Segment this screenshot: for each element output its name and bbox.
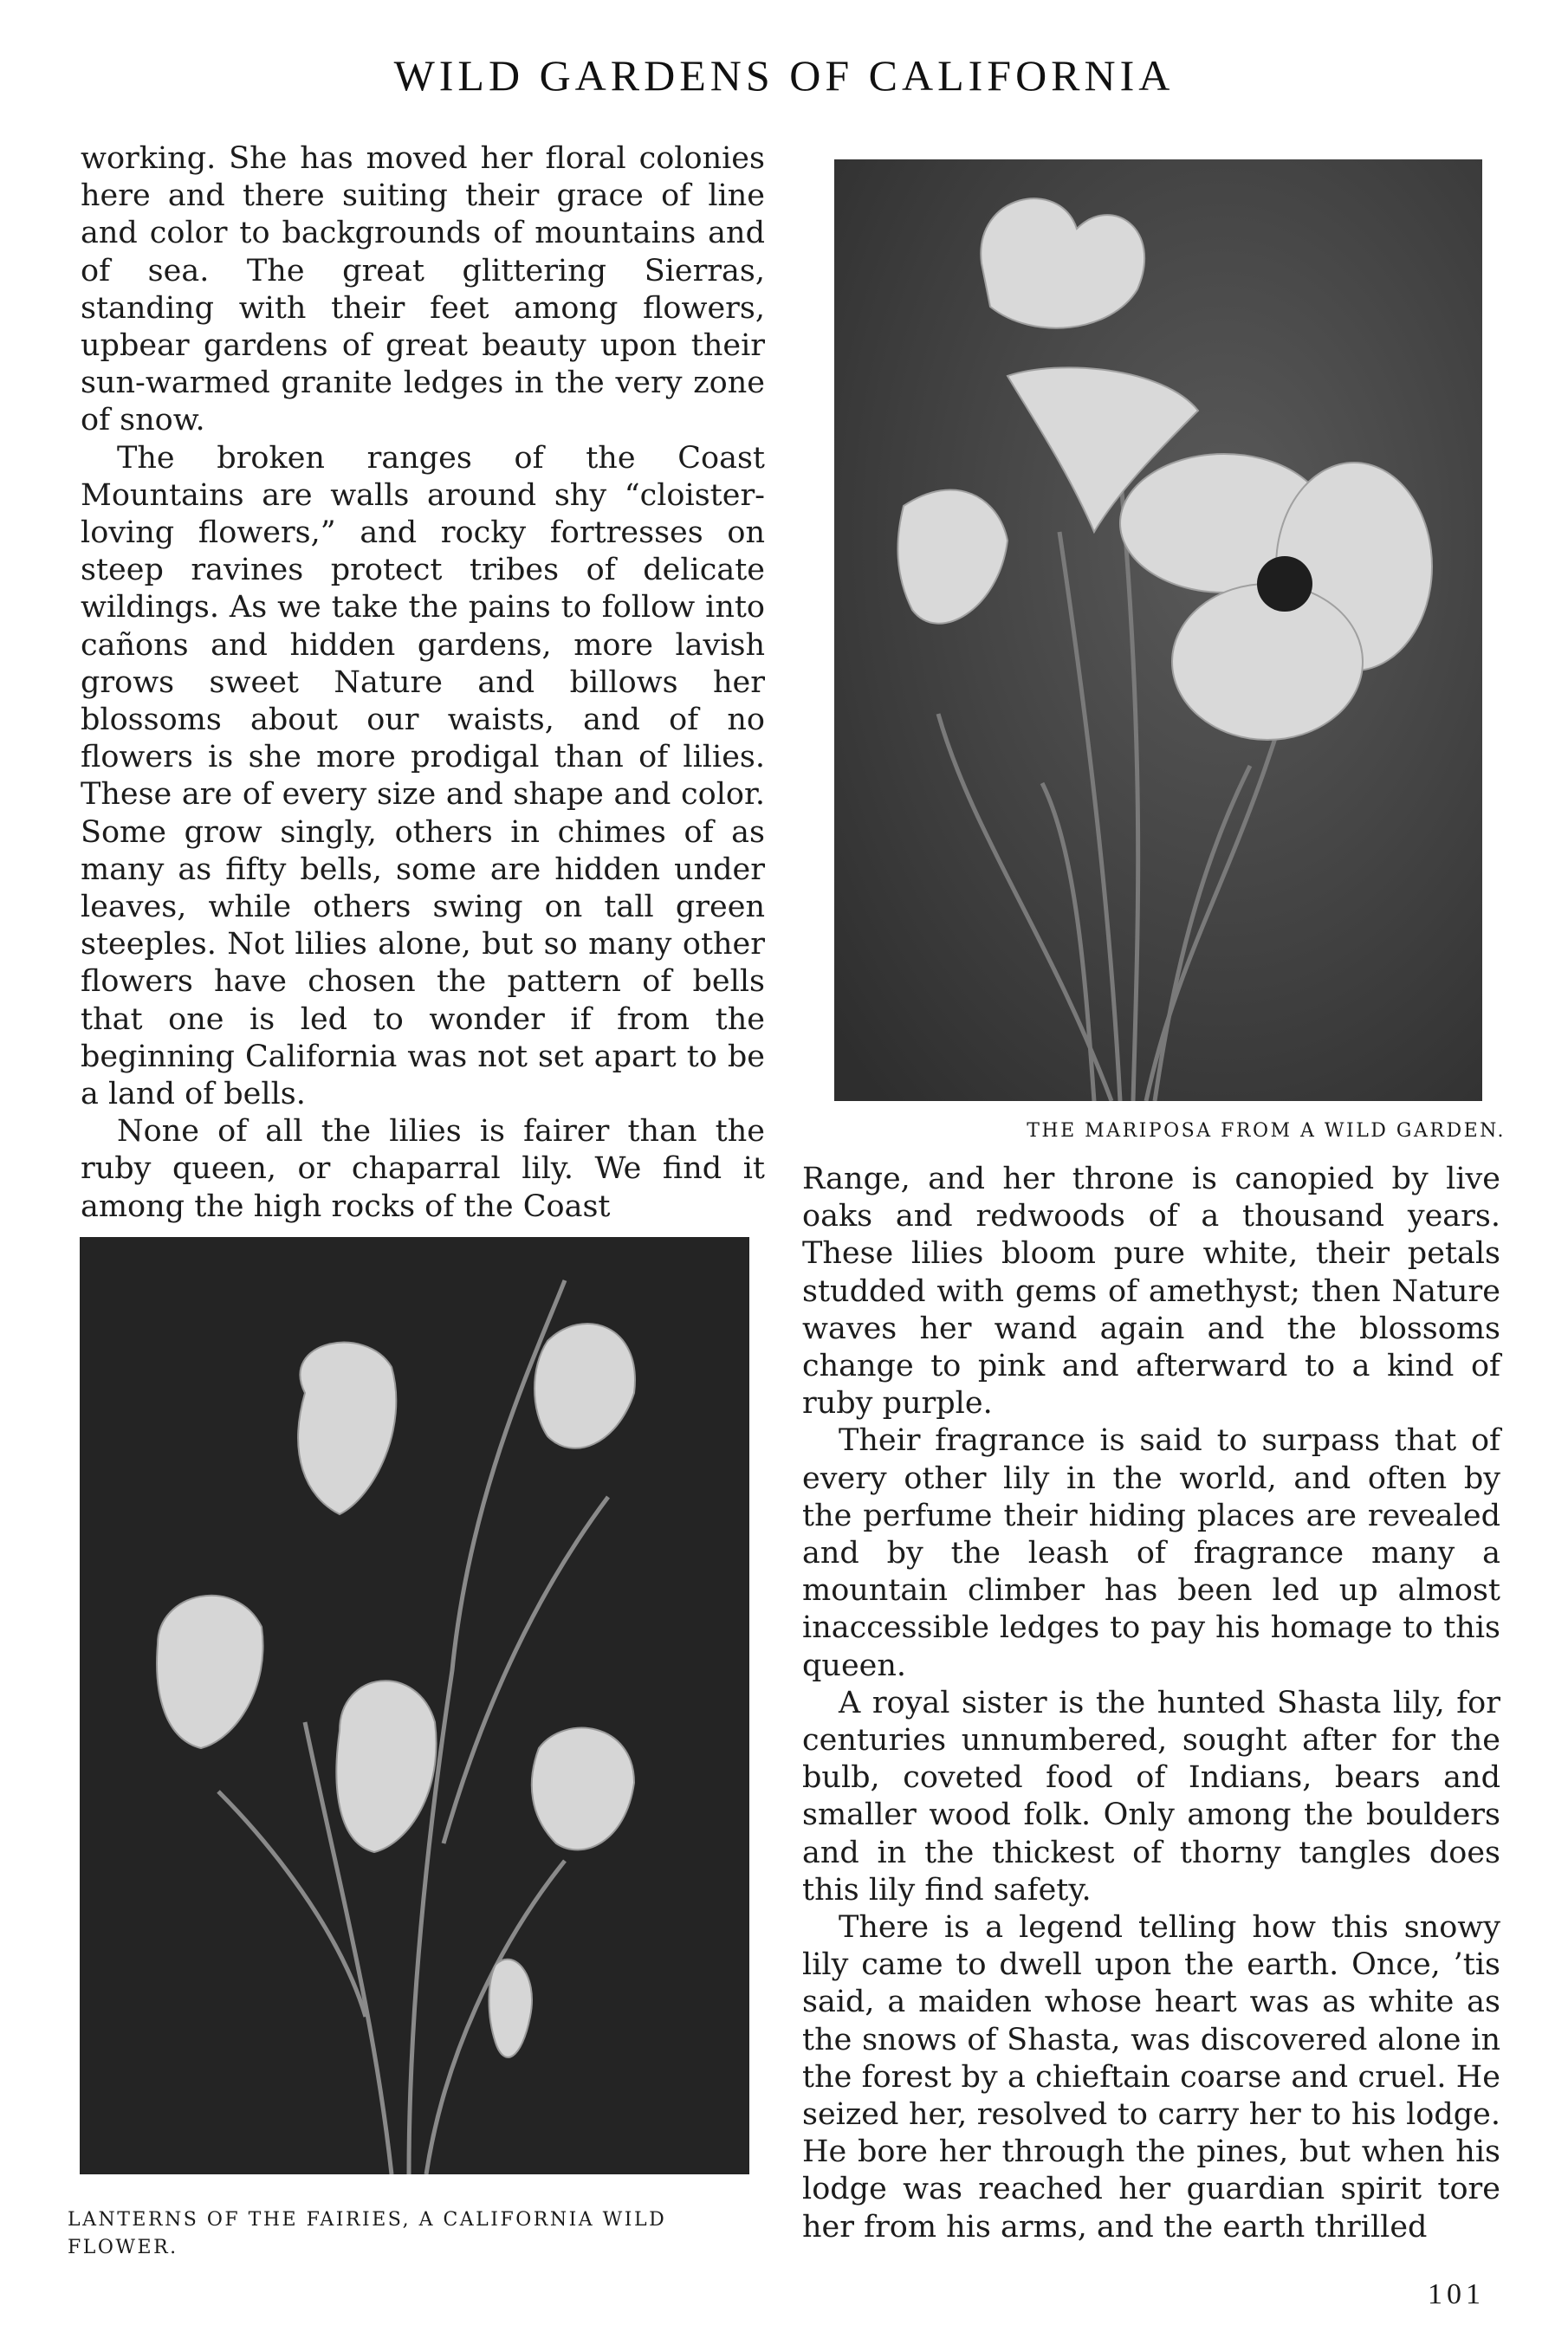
paragraph: None of all the lilies is fairer than the ruby queen, or chaparral lily. We find it among the high rocks of the Coast — [81, 1114, 765, 1224]
paragraph: The broken ranges of the Coast Mountains are walls around shy “cloister-loving flowers,” and rocky fortresses on steep ravines protect tribes of delicate wildings. As we take the pains to follow into cañons and hidden gardens, more lavish grows sweet Nature and billows her blossoms about our waists, and of no flowers is she more prodigal than of lilies. These are of every size and shape and color. Some grow singly, others in chimes of as many as fifty bells, some are hidden under leaves, while others swing on tall green steeples. Not lilies alone, but so many other flowers have chosen the pattern of bells that one is led to wonder if from the beginning California was not set apart to be a land of bells. — [81, 440, 765, 1112]
paragraph: A royal sister is the hunted Shasta lily, for centuries unnumbered, sought after for the bulb, coveted food of Indians, bears and smaller wood folk. Only among the boulders and in the thickest of thorny tangles does this lily find safety. — [802, 1685, 1500, 1908]
paragraph: There is a legend telling how this snowy lily came to dwell upon the earth. Once, ’tis said, a maiden whose heart was as white as the snows of Shasta, was discovered alone in the forest by a chieftain coarse and cruel. He seized her, resolved to carry her to his lodge. He bore her through the pines, but when his lodge was reached her guardian spirit tore her from his arms, and the earth thrilled — [802, 1910, 1500, 2245]
lanterns-caption: LANTERNS OF THE FAIRIES, A CALIFORNIA WILD FLOWER. — [68, 2209, 667, 2258]
lanterns-illustration — [80, 1237, 749, 2174]
paragraph: Range, and her throne is canopied by live oaks and redwoods of a thousand years. These lilies bloom pure white, their petals studded with gems of amethyst; then Nature waves her wand again and the blossoms change to pink and afterward to a kind of ruby purple. — [802, 1162, 1500, 1422]
mariposa-caption: THE MARIPOSA FROM A WILD GARDEN. — [1027, 1120, 1506, 1142]
lanterns-photo — [80, 1237, 749, 2174]
paragraph: working. She has moved her floral colonies here and there suiting their grace of line and color to backgrounds of mountains and of sea. The great glittering Sierras, standing with their feet among flowers, upbear gardens of great beauty upon their sun-warmed granite ledges in the very zone of snow. — [81, 141, 765, 438]
mariposa-illustration — [834, 159, 1482, 1101]
text-column-right — [802, 1161, 1500, 2246]
mariposa-photo — [834, 159, 1482, 1101]
running-title: WILD GARDENS OF CALIFORNIA — [393, 51, 1175, 100]
paragraph: Their fragrance is said to surpass that of every other lily in the world, and often by the perfume their hiding places are revealed and by the leash of fragrance many a mountain climber has been led up almost inaccessible ledges to pay his homage to this queen. — [802, 1423, 1500, 1683]
text-column-left — [81, 140, 765, 1226]
page-number: 101 — [1428, 2278, 1485, 2310]
